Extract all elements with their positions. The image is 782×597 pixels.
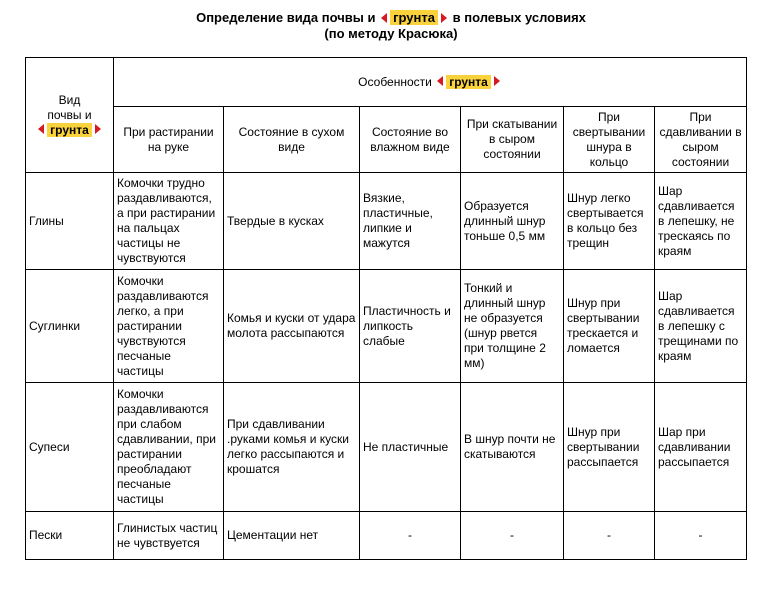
header-row-1 [26, 58, 747, 107]
table-cell: Пластичность и липкость слабые [360, 270, 461, 383]
soil-type-cell: Суглинки [26, 270, 114, 383]
table-cell: В шнур почти не скатываются [461, 383, 564, 512]
table-row [26, 270, 747, 383]
table-cell: Шнур при свертывании трескается и ломается [564, 270, 655, 383]
table-row [26, 383, 747, 512]
table-cell: - [564, 512, 655, 560]
table-cell: Вязкие, пластичные, липкие и мажутся [360, 173, 461, 270]
table-row [26, 173, 747, 270]
highlight-grunt-link[interactable] [437, 75, 500, 90]
table-cell: Шар при сдавливании рассыпается [655, 383, 747, 512]
table-cell: Шнур при свертывании рассыпается [564, 383, 655, 512]
table-cell: Глинистых частиц не чувствуется [114, 512, 224, 560]
column-header: Состояние в сухом виде [224, 107, 360, 173]
highlight-word: грунта [446, 75, 491, 89]
column-header: При свертывании шнура в кольцо [564, 107, 655, 173]
soil-type-cell: Глины [26, 173, 114, 270]
table-cell: Комочки трудно раздавливаются, а при растирании на пальцах частицы не чувствуются [114, 173, 224, 270]
table-cell: Образуется длинный шнур тоньше 0,5 мм [461, 173, 564, 270]
column-header: Состояние во влажном виде [360, 107, 461, 173]
soil-type-cell: Супеси [26, 383, 114, 512]
column-header: При сдавливании в сыром состоянии [655, 107, 747, 173]
arrow-left-icon [437, 76, 443, 86]
table-cell: Цементации нет [224, 512, 360, 560]
table-cell: - [461, 512, 564, 560]
table-cell: Комочки раздавливаются легко, а при растирании чувствуются песчаные частицы [114, 270, 224, 383]
arrow-left-icon [381, 13, 387, 23]
corner-line-2: почвы и [47, 107, 92, 122]
arrow-right-icon [494, 76, 500, 86]
table-cell: Шар сдавливается в лепешку, не трескаясь по краям [655, 173, 747, 270]
column-header: При скатывании в сыром состоянии [461, 107, 564, 173]
soil-table [25, 57, 747, 560]
features-header-cell [114, 58, 747, 107]
arrow-left-icon [38, 124, 44, 134]
page-title [0, 10, 782, 42]
table-cell: Комья и куски от удара молота рассыпаются [224, 270, 360, 383]
header-row-2 [26, 107, 747, 173]
title-text-after: в полевых условиях [452, 10, 586, 25]
soil-type-cell: Пески [26, 512, 114, 560]
title-line-2: (по методу Красюка) [324, 26, 458, 41]
title-text-before: Определение вида почвы и [196, 10, 376, 25]
arrow-right-icon [441, 13, 447, 23]
table-cell: - [360, 512, 461, 560]
corner-line-1: Вид [58, 92, 81, 107]
column-header: При растирании на руке [114, 107, 224, 173]
features-label: Особенности [358, 74, 432, 89]
highlight-grunt-link[interactable] [38, 123, 101, 138]
title-line-1 [0, 10, 782, 26]
table-cell: Шнур легко свертывается в кольцо без трещин [564, 173, 655, 270]
table-cell: Шар сдавливается в лепешку с трещинами по краям [655, 270, 747, 383]
highlight-grunt-link[interactable] [381, 10, 447, 26]
arrow-right-icon [95, 124, 101, 134]
table-row [26, 512, 747, 560]
corner-header-cell [26, 58, 114, 173]
table-cell: Тонкий и длинный шнур не образуется (шнур рвется при толщине 2 мм) [461, 270, 564, 383]
table-cell: - [655, 512, 747, 560]
table-cell: Твердые в кусках [224, 173, 360, 270]
highlight-word: грунта [390, 10, 438, 25]
table-cell: При сдавливании .руками комья и куски легко рассыпаются и крошатся [224, 383, 360, 512]
table-cell: Комочки раздавливаются при слабом сдавливании, при растирании преобладают песчаные частицы [114, 383, 224, 512]
table-cell: Не пластичные [360, 383, 461, 512]
highlight-word: грунта [47, 123, 92, 137]
